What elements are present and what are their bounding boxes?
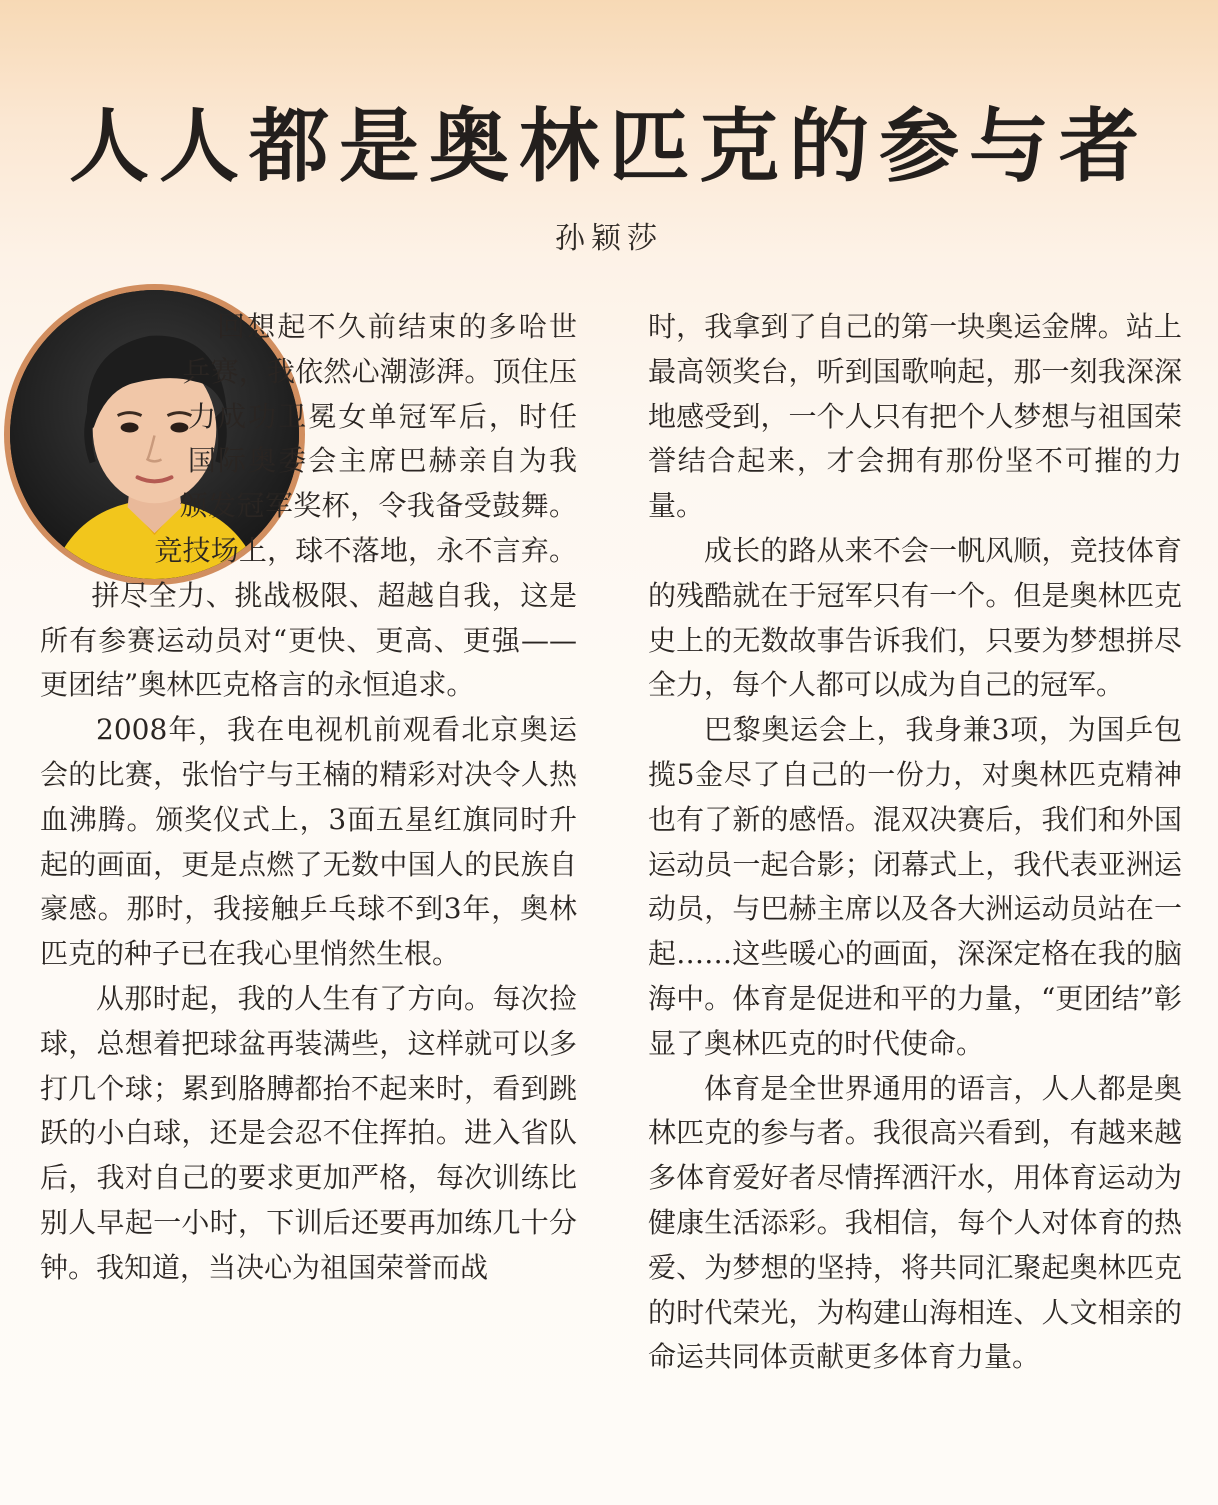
article-title: 人人都是奥林匹克的参与者 [69,100,1149,193]
paragraph-3-continued: 时，我拿到了自己的第一块奥运金牌。站上最高领奖台，听到国歌响起，那一刻我深深地感受到，一个人只有把个人梦想与祖国荣誉结合起来，才会拥有那份坚不可摧的力量。 [648,310,1182,523]
paragraph-6: 体育是全世界通用的语言，人人都是奥林匹克的参与者。我很高兴看到，有越来越多体育爱好者尽情挥洒汗水，用体育运动为健康生活添彩。我相信，每个人对体育的热爱、为梦想的坚持，将共同汇聚起奥林匹克的时代荣光，为构建山海相连、人文相亲的命运共同体贡献更多体育力量。 [648,1071,1182,1374]
article-author: 孙颖莎 [555,221,663,256]
paragraph-2: 2008年，我在电视机前观看北京奥运会的比赛，张怡宁与王楠的精彩对决令人热血沸腾。颁奖仪式上，3面五星红旗同时升起的画面，更是点燃了无数中国人的民族自豪感。那时，我接触乒乓球不到3年，奥林匹克的种子已在我心里悄然生根。 [40,713,577,971]
paragraph-3: 从那时起，我的人生有了方向。每次捡球，总想着把球盆再装满些，这样就可以多打几个球；累到胳膊都抬不起来时，看到跳跃的小白球，还是会忍不住挥拍。进入省队后，我对自己的要求更加严格，每次训练比别人早起一小时，下训后还要再加练几十分钟。我知道，当决心为祖国荣誉而战 [40,981,577,1284]
article-left-column [40,305,577,1291]
article-right-column [648,305,1182,1380]
paragraph-5: 巴黎奥运会上，我身兼3项，为国乒包揽5金尽了自己的一份力，对奥林匹克精神也有了新的感悟。混双决赛后，我们和外国运动员一起合影；闭幕式上，我代表亚洲运动员，与巴赫主席以及各大洲运动员站在一起……这些暖心的画面，深深定格在我的脑海中。体育是促进和平的力量，“更团结”彰显了奥林匹克的时代使命。 [648,713,1182,1060]
paragraph-4: 成长的路从来不会一帆风顺，竞技体育的残酷就在于冠军只有一个。但是奥林匹克史上的无数故事告诉我们，只要为梦想拼尽全力，每个人都可以成为自己的冠军。 [648,533,1182,702]
paragraph-1: 回想起不久前结束的多哈世乒赛，我依然心潮澎湃。顶住压力成功卫冕女单冠军后，时任国际奥委会主席巴赫亲自为我颁发冠军奖杯，令我备受鼓舞。竞技场上，球不落地，永不言弃。拼尽全力、挑战极限、超越自我，这是所有参赛运动员对“更快、更高、更强——更团结”奥林匹克格言的永恒追求。 [40,310,577,702]
